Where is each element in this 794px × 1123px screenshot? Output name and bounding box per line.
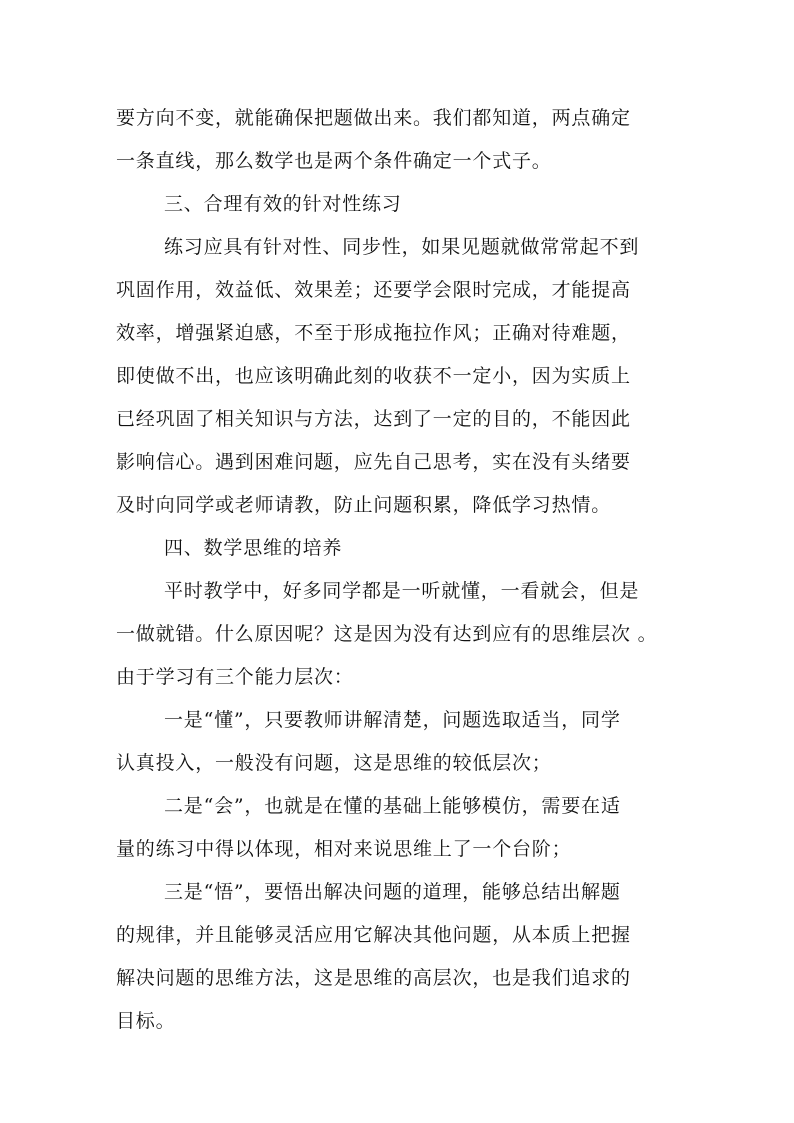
text-line: 即使做不出，也应该明确此刻的收获不一定小，因为实质上 xyxy=(116,365,631,387)
text-line: 平时教学中，好多同学都是一听就懂，一看就会，但是 xyxy=(164,580,640,602)
text-line: 认真投入，一般没有问题，这是思维的较低层次； xyxy=(116,752,552,774)
text-line: 一做就错。什么原因呢？这是因为没有达到应有的思维层次 。 xyxy=(116,623,658,645)
text-line: 要方向不变，就能确保把题做出来。我们都知道，两点确定 xyxy=(116,107,631,129)
text-line: 效率，增强紧迫感，不至于形成拖拉作风；正确对待难题， xyxy=(116,322,631,344)
text-line: 三是“悟”，要悟出解决问题的道理，能够总结出解题 xyxy=(164,881,621,903)
text-line: 解决问题的思维方法，这是思维的高层次，也是我们追求的 xyxy=(116,967,631,989)
text-line: 影响信心。遇到困难问题，应先自己思考，实在没有头绪要 xyxy=(116,451,631,473)
text-line: 的规律，并且能够灵活应用它解决其他问题，从本质上把握 xyxy=(116,924,631,946)
section-heading: 四、数学思维的培养 xyxy=(164,537,343,559)
document-body xyxy=(116,97,676,1043)
text-line: 一条直线，那么数学也是两个条件确定一个式子。 xyxy=(116,150,552,172)
text-line: 巩固作用，效益低、效果差；还要学会限时完成，才能提高 xyxy=(116,279,631,301)
text-line: 二是“会”，也就是在懂的基础上能够模仿，需要在适 xyxy=(164,795,621,817)
section-heading: 三、合理有效的针对性练习 xyxy=(164,193,402,215)
text-line: 已经巩固了相关知识与方法，达到了一定的目的，不能因此 xyxy=(116,408,631,430)
text-line: 由于学习有三个能力层次： xyxy=(116,666,354,688)
text-line: 及时向同学或老师请教，防止问题积累，降低学习热情。 xyxy=(116,494,612,516)
text-line: 目标。 xyxy=(116,1010,176,1032)
text-line: 一是“懂”，只要教师讲解清楚，问题选取适当，同学 xyxy=(164,709,621,731)
text-line: 量的练习中得以体现，相对来说思维上了一个台阶； xyxy=(116,838,572,860)
text-line: 练习应具有针对性、同步性，如果见题就做常常起不到 xyxy=(164,236,640,258)
